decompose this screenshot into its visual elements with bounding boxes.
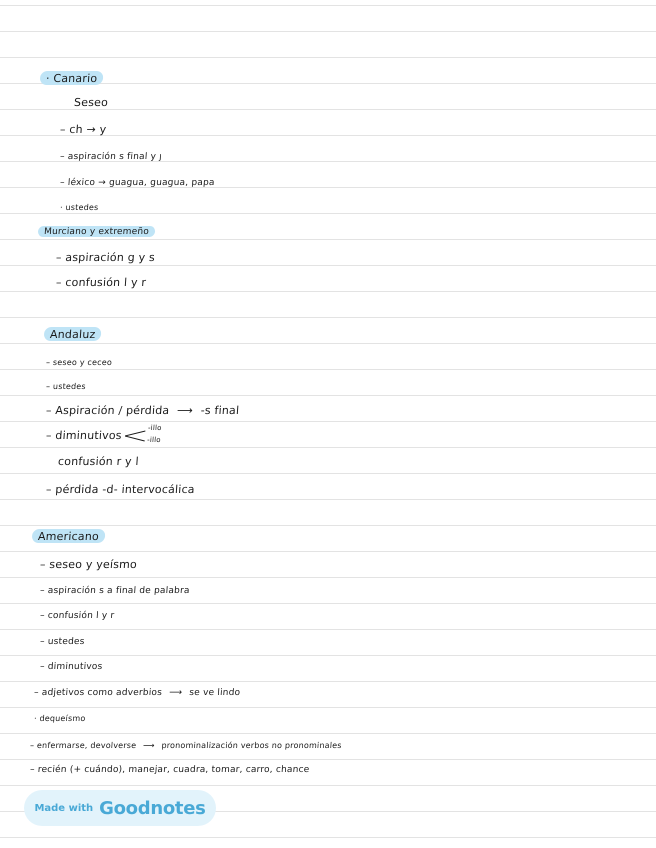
note-line: – recién (+ cuándo), manejar, cuadra, tomar, carro, chance [29, 765, 310, 775]
long-arrow-icon: ⟶ [168, 688, 183, 698]
note-line: – aspiración s final y ȷ [59, 152, 163, 162]
section-heading-murciano: Murciano y extremeño [38, 225, 156, 239]
goodnotes-badge[interactable] [24, 790, 216, 826]
section-heading-americano: Americano [32, 530, 106, 544]
note-line: – enfermarse, devolverse ⟶ pronominalización verbos no pronominales [30, 739, 343, 753]
note-line: – seseo y ceceo [45, 358, 113, 367]
note-line: Seseo [73, 96, 109, 109]
note-line: · dequeísmo [33, 714, 86, 723]
note-line: – seseo y yeísmo [39, 558, 138, 571]
note-line: – Aspiración / pérdida ⟶ -s final [45, 404, 240, 417]
note-line: – pérdida -d- intervocálica [45, 483, 196, 496]
note-line: – ustedes [45, 382, 87, 391]
note-line: – adjetivos como adverbios ⟶ se ve lindo [33, 688, 241, 698]
note-line: – confusión l y r [39, 611, 115, 621]
note-line: confusión r y l [57, 455, 140, 468]
note-line: – ustedes [39, 637, 85, 647]
long-arrow-icon: ⟶ [176, 404, 194, 417]
goodnotes-logo: Goodnotes [99, 797, 206, 819]
note-line: – ch → y [59, 123, 107, 136]
note-line: – diminutivos [39, 662, 103, 672]
note-line: – aspiración s a final de palabra [39, 586, 190, 596]
note-line: · ustedes [59, 203, 99, 212]
badge-made-with: Made with [34, 802, 94, 814]
fork-arrow-icon: -illo -illo [125, 429, 170, 443]
note-line: – confusión l y r [55, 276, 147, 289]
note-line: – léxico → guagua, guagua, papa [59, 178, 215, 188]
section-heading-canario: · Canario [40, 72, 104, 86]
note-line: – diminutivos -illo -illo [46, 429, 170, 443]
note-line: – aspiración g y s [55, 251, 156, 264]
section-heading-andaluz: Andaluz [44, 328, 102, 342]
long-arrow-icon: ⟶ [142, 741, 156, 750]
